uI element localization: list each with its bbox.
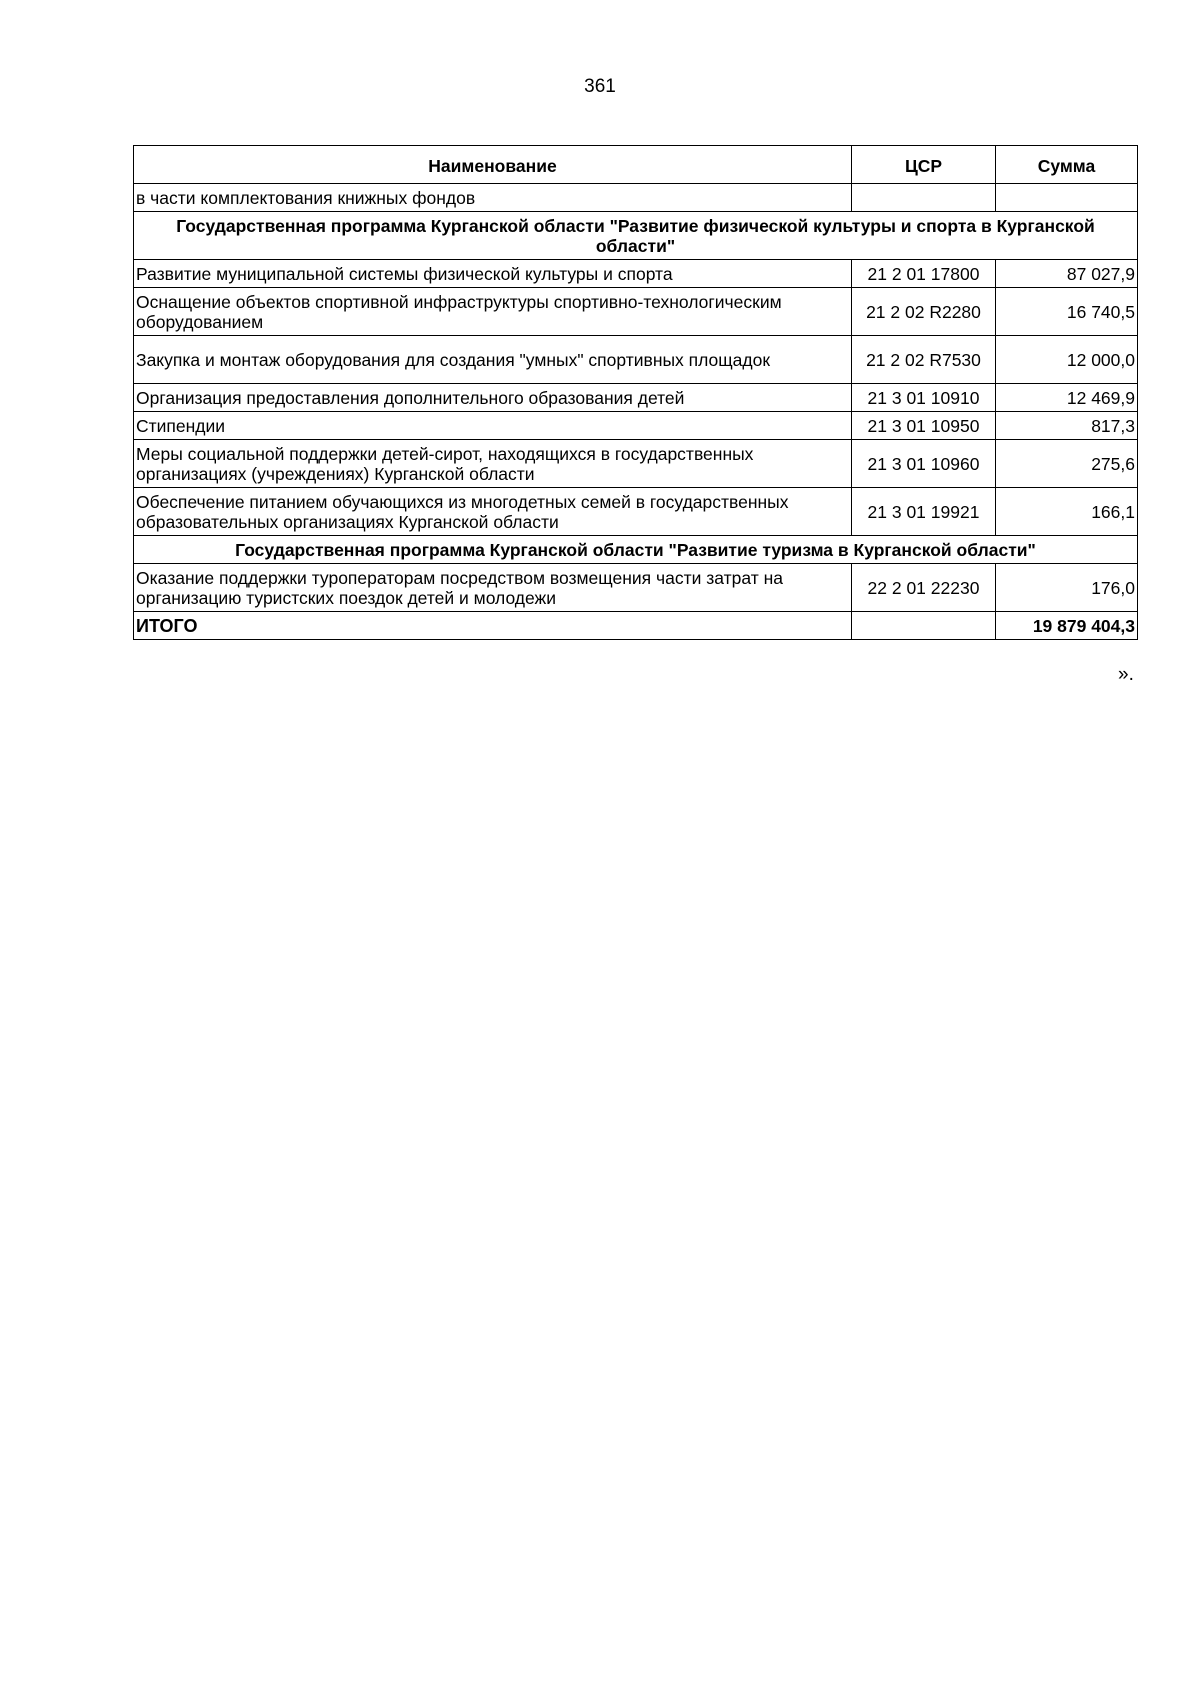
row-csr: 22 2 01 22230 — [852, 564, 996, 612]
table-row — [134, 412, 1138, 440]
table-row — [134, 184, 1138, 212]
row-sum: 817,3 — [996, 412, 1138, 440]
table-row — [134, 564, 1138, 612]
row-name: Стипендии — [134, 412, 852, 440]
total-label: ИТОГО — [134, 612, 852, 640]
row-name: Организация предоставления дополнительного образования детей — [134, 384, 852, 412]
program-heading: Государственная программа Курганской области "Развитие физической культуры и спорта в Курганской области" — [134, 212, 1138, 260]
total-row — [134, 612, 1138, 640]
row-sum: 12 469,9 — [996, 384, 1138, 412]
total-csr — [852, 612, 996, 640]
row-csr: 21 2 01 17800 — [852, 260, 996, 288]
header-csr: ЦСР — [852, 146, 996, 184]
row-csr: 21 3 01 10910 — [852, 384, 996, 412]
row-csr: 21 2 02 R7530 — [852, 336, 996, 384]
program-heading-row — [134, 536, 1138, 564]
row-name: Закупка и монтаж оборудования для создания "умных" спортивных площадок — [134, 336, 852, 384]
row-name: Меры социальной поддержки детей-сирот, находящихся в государственных организациях (учреждениях) Курганской области — [134, 440, 852, 488]
table-row — [134, 488, 1138, 536]
row-name: Оказание поддержки туроператорам посредством возмещения части затрат на организацию туристских поездок детей и молодежи — [134, 564, 852, 612]
row-sum: 275,6 — [996, 440, 1138, 488]
table-row — [134, 288, 1138, 336]
row-sum: 87 027,9 — [996, 260, 1138, 288]
budget-table — [133, 145, 1138, 640]
row-sum: 176,0 — [996, 564, 1138, 612]
row-csr: 21 3 01 19921 — [852, 488, 996, 536]
row-csr — [852, 184, 996, 212]
row-name: Оснащение объектов спортивной инфраструктуры спортивно-технологическим оборудованием — [134, 288, 852, 336]
header-sum: Сумма — [996, 146, 1138, 184]
table-row — [134, 384, 1138, 412]
row-csr: 21 3 01 10950 — [852, 412, 996, 440]
total-sum: 19 879 404,3 — [996, 612, 1138, 640]
row-sum: 16 740,5 — [996, 288, 1138, 336]
row-csr: 21 2 02 R2280 — [852, 288, 996, 336]
closing-quote-mark: ». — [1118, 664, 1134, 685]
page-number: 361 — [584, 76, 616, 97]
row-csr: 21 3 01 10960 — [852, 440, 996, 488]
program-heading: Государственная программа Курганской области "Развитие туризма в Курганской области" — [134, 536, 1138, 564]
table-row — [134, 440, 1138, 488]
header-name: Наименование — [134, 146, 852, 184]
row-name: Обеспечение питанием обучающихся из многодетных семей в государственных образовательных организациях Курганской области — [134, 488, 852, 536]
table-row — [134, 336, 1138, 384]
row-name: в части комплектования книжных фондов — [134, 184, 852, 212]
row-sum — [996, 184, 1138, 212]
row-sum: 166,1 — [996, 488, 1138, 536]
row-name: Развитие муниципальной системы физической культуры и спорта — [134, 260, 852, 288]
table-row — [134, 260, 1138, 288]
row-sum: 12 000,0 — [996, 336, 1138, 384]
table-header-row — [134, 146, 1138, 184]
program-heading-row — [134, 212, 1138, 260]
